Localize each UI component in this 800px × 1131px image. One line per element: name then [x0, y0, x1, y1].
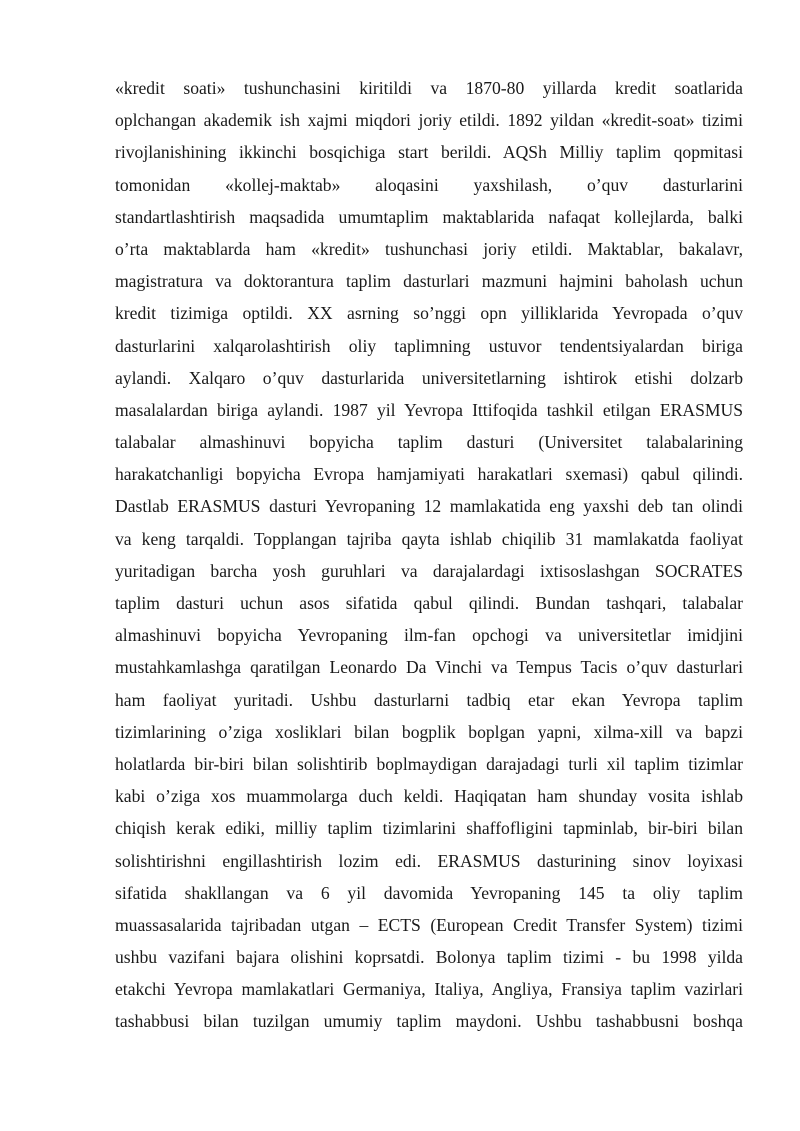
text-line: holatlarda bir-biri bilan solishtirib boplmaydigan darajadagi turli xil taplim tizimlar	[115, 753, 743, 774]
text-line: muassasalarida tajribadan utgan – ECTS (European Credit Transfer System) tizimi	[115, 914, 743, 935]
text-line: va keng tarqaldi. Topplangan tajriba qayta ishlab chiqilib 31 mamlakatda faoliyat	[115, 528, 743, 549]
text-line: almashinuvi bopyicha Yevropaning ilm-fan opchogi va universitetlar imidjini	[115, 625, 743, 646]
text-line: standartlashtirish maqsadida umumtaplim maktablarida nafaqat kollejlarda, balki	[115, 206, 743, 227]
text-line: masalalardan biriga aylandi. 1987 yil Yevropa Ittifoqida tashkil etilgan ERASMUS	[115, 399, 743, 420]
text-line: o’rta maktablarda ham «kredit» tushunchasi joriy etildi. Maktablar, bakalavr,	[115, 238, 743, 259]
body-paragraph	[115, 72, 743, 1038]
text-line: aylandi. Xalqaro o’quv dasturlarida universitetlarning ishtirok etishi dolzarb	[115, 367, 743, 388]
text-line: Dastlab ERASMUS dasturi Yevropaning 12 mamlakatida eng yaxshi deb tan olindi	[115, 496, 743, 517]
text-line: harakatchanligi bopyicha Evropa hamjamiyati harakatlari sxemasi) qabul qilindi.	[115, 464, 743, 485]
text-line: ushbu vazifani bajara olishini koprsatdi. Bolonya taplim tizimi - bu 1998 yilda	[115, 947, 743, 968]
text-line: mustahkamlashga qaratilgan Leonardo Da Vinchi va Tempus Tacis o’quv dasturlari	[115, 657, 743, 678]
text-line: kabi o’ziga xos muammolarga duch keldi. Haqiqatan ham shunday vosita ishlab	[115, 786, 743, 807]
text-line: tizimlarining o’ziga xosliklari bilan bogplik boplgan yapni, xilma-xill va bapzi	[115, 721, 743, 742]
text-line: taplim dasturi uchun asos sifatida qabul qilindi. Bundan tashqari, talabalar	[115, 593, 743, 613]
text-line: solishtirishni engillashtirish lozim edi. ERASMUS dasturining sinov loyixasi	[115, 850, 743, 871]
text-line: rivojlanishining ikkinchi bosqichiga start berildi. AQSh Milliy taplim qopmitasi	[115, 142, 743, 163]
text-line: tashabbusi bilan tuzilgan umumiy taplim maydoni. Ushbu tashabbusni boshqa	[115, 1011, 743, 1032]
text-line: chiqish kerak ediki, milliy taplim tizimlarini shaffofligini tapminlab, bir-biri bilan	[115, 818, 743, 839]
text-line: ham faoliyat yuritadi. Ushbu dasturlarni tadbiq etar ekan Yevropa taplim	[115, 689, 743, 710]
text-line: yuritadigan barcha yosh guruhlari va darajalardagi ixtisoslashgan SOCRATES	[115, 560, 743, 581]
text-line: dasturlarini xalqarolashtirish oliy taplimning ustuvor tendentsiyalardan biriga	[115, 335, 743, 356]
text-line: sifatida shakllangan va 6 yil davomida Yevropaning 145 ta oliy taplim	[115, 882, 743, 903]
text-line: magistratura va doktorantura taplim dasturlari mazmuni hajmini baholash uchun	[115, 271, 743, 292]
text-line: kredit tizimiga optildi. XX asrning so’nggi opn yilliklarida Yevropada o’quv	[115, 303, 743, 324]
text-line: talabalar almashinuvi bopyicha taplim dasturi (Universitet talabalarining	[115, 432, 743, 453]
text-line: «kredit soati» tushunchasini kiritildi va 1870-80 yillarda kredit soatlarida	[115, 78, 743, 98]
text-line: oplchangan akademik ish xajmi miqdori joriy etildi. 1892 yildan «kredit-soat» tizimi	[115, 110, 743, 131]
text-line: etakchi Yevropa mamlakatlari Germaniya, Italiya, Angliya, Fransiya taplim vazirlari	[115, 979, 743, 1000]
text-line: tomonidan «kollej-maktab» aloqasini yaxshilash, o’quv dasturlarini	[115, 174, 743, 195]
